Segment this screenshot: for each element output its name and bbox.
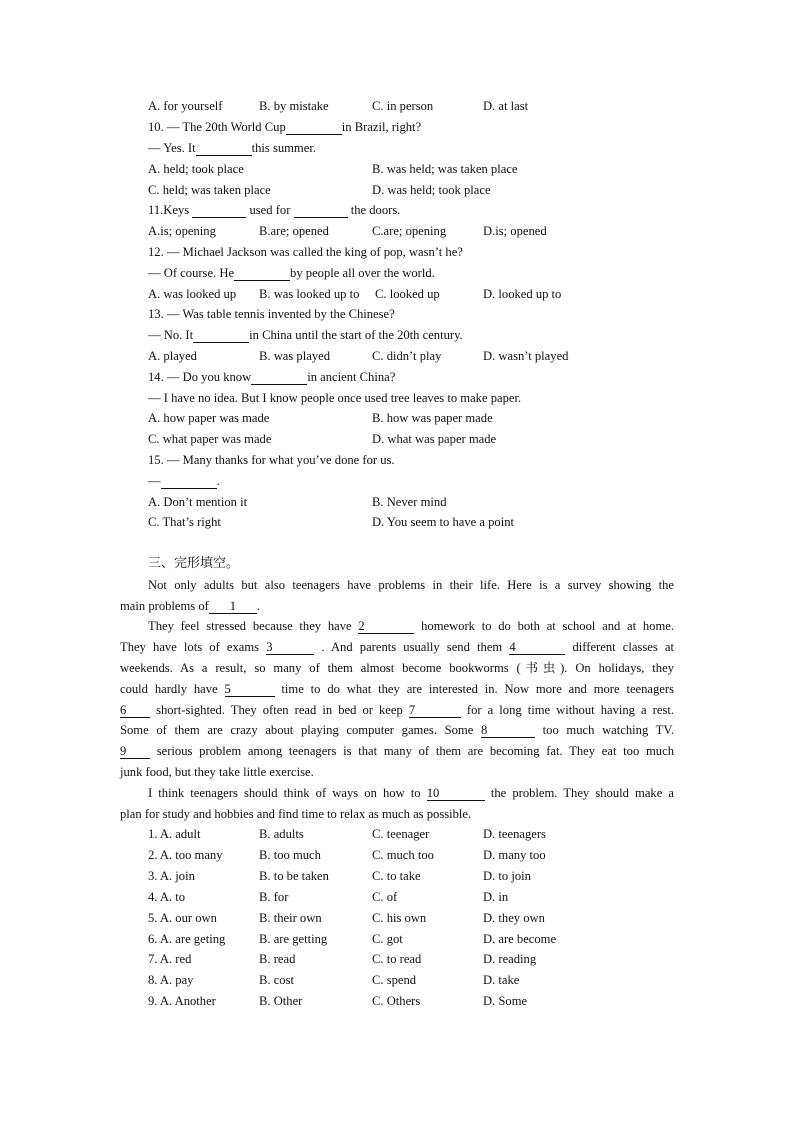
passage-line <box>148 618 674 634</box>
option-c: C. in person <box>372 99 434 113</box>
answer-blank <box>251 371 307 385</box>
option-d: D. looked up to <box>483 287 562 301</box>
option-b: B. for <box>259 890 289 904</box>
stem-text: 15. — Many thanks for what you’ve done for us. <box>148 453 395 467</box>
reply-text: in China until the start of the 20th century. <box>249 328 463 342</box>
option-b: B. was looked up to <box>259 287 360 301</box>
passage-line: weekends. As a result, so many of them almost become bookworms (书虫). On holidays, they <box>120 661 674 675</box>
cloze-blank-1: 1 <box>209 600 257 614</box>
option-b: B. how was paper made <box>372 411 493 425</box>
stem-text: used for <box>249 203 291 217</box>
option-d: D. what was paper made <box>372 432 497 446</box>
cloze-blank-3: 3 <box>266 641 314 655</box>
passage-text: serious problem among teenagers is that many of them are becoming fat. They eat too much <box>156 744 674 758</box>
option-b: B. was held; was taken place <box>372 162 518 176</box>
option-c: C. spend <box>372 973 417 987</box>
option-d: D. Some <box>483 994 528 1008</box>
option-d: D. reading <box>483 952 537 966</box>
passage-text: short-sighted. They often read in bed or keep <box>156 703 403 717</box>
option-c: C. Others <box>372 994 421 1008</box>
option-a: 2. A. too many <box>148 848 223 862</box>
passage-line <box>120 743 674 759</box>
option-c: C.are; opening <box>372 224 447 238</box>
stem-text: in Brazil, right? <box>341 120 422 134</box>
option-d: D. they own <box>483 911 545 925</box>
cloze-blank-7: 7 <box>409 704 461 718</box>
option-d: D. at last <box>483 99 529 113</box>
reply-text: — <box>148 474 161 488</box>
stem-text: 10. — The 20th World Cup <box>148 120 286 134</box>
option-a: 3. A. join <box>148 869 195 883</box>
passage-text: They feel stressed because they have <box>148 619 352 633</box>
option-a: A. played <box>148 349 197 363</box>
option-b: B. by mistake <box>259 99 329 113</box>
passage-text: too much watching TV. <box>542 723 674 737</box>
answer-blank <box>192 204 246 218</box>
option-b: B. Other <box>259 994 303 1008</box>
option-b: B. read <box>259 952 296 966</box>
option-c: C. of <box>372 890 398 904</box>
answer-blank <box>294 204 348 218</box>
passage-text: different classes at <box>572 640 674 654</box>
option-a: A.is; opening <box>148 224 216 238</box>
option-b: B. Never mind <box>372 495 447 509</box>
option-c: C. his own <box>372 911 427 925</box>
passage-text: . <box>256 599 260 613</box>
stem-text: the doors. <box>350 203 401 217</box>
option-a: A. for yourself <box>148 99 223 113</box>
passage-line <box>120 639 674 655</box>
option-c: C. That’s right <box>148 515 221 529</box>
passage-text: Some of them are crazy about playing computer games. Some <box>120 723 474 737</box>
option-c: C. held; was taken place <box>148 183 271 197</box>
passage-line <box>120 722 674 738</box>
option-d: D. teenagers <box>483 827 546 841</box>
option-a: 5. A. our own <box>148 911 217 925</box>
reply-text: this summer. <box>251 141 316 155</box>
option-c: C. didn’t play <box>372 349 442 363</box>
option-a: A. Don’t mention it <box>148 495 248 509</box>
option-d: D. take <box>483 973 520 987</box>
passage-text: for a long time without having a rest. <box>466 703 674 717</box>
passage-line <box>120 681 674 697</box>
reply-text: by people all over the world. <box>290 266 435 280</box>
cloze-blank-2: 2 <box>358 620 414 634</box>
passage-line: Not only adults but also teenagers have problems in their life. Here is a survey showing the <box>148 578 674 592</box>
passage-line <box>148 785 674 801</box>
reply-text: — Yes. It <box>148 141 196 155</box>
stem-text: in ancient China? <box>307 370 396 384</box>
option-b: B.are; opened <box>259 224 329 238</box>
option-a: 6. A. are geting <box>148 932 226 946</box>
option-d: D. was held; took place <box>372 183 491 197</box>
passage-text: junk food, but they take little exercise. <box>120 765 314 779</box>
answer-blank <box>193 329 249 343</box>
option-d: D. in <box>483 890 509 904</box>
option-d: D. are become <box>483 932 557 946</box>
cloze-blank-8: 8 <box>481 724 535 738</box>
option-c: C. looked up <box>375 287 440 301</box>
passage-text: I think teenagers should think of ways on how to <box>148 786 421 800</box>
cloze-blank-5: 5 <box>225 683 275 697</box>
answer-blank <box>196 142 252 156</box>
section3-title: 三、完形填空。 <box>148 556 240 571</box>
option-c: C. got <box>372 932 403 946</box>
option-c: C. what paper was made <box>148 432 272 446</box>
cloze-blank-4: 4 <box>509 641 565 655</box>
passage-text: . And parents usually send them <box>321 640 503 654</box>
option-b: B. cost <box>259 973 294 987</box>
option-d: D. You seem to have a point <box>372 515 515 529</box>
reply-text: — Of course. He <box>148 266 235 280</box>
option-c: C. to read <box>372 952 422 966</box>
stem-text: 12. — Michael Jackson was called the king of pop, wasn’t he? <box>148 245 463 259</box>
cloze-blank-9: 9 <box>120 745 150 759</box>
passage-text: plan for study and hobbies and find time to relax as much as possible. <box>120 807 472 821</box>
passage-text: homework to do both at school and at home. <box>421 619 675 633</box>
passage-text: could hardly have <box>120 682 218 696</box>
passage-text: They have lots of exams <box>120 640 260 654</box>
option-c: C. much too <box>372 848 434 862</box>
answer-blank <box>286 121 342 135</box>
option-a: 4. A. to <box>148 890 186 904</box>
stem-text: 11.Keys <box>148 203 190 217</box>
stem-text: 13. — Was table tennis invented by the Chinese? <box>148 307 395 321</box>
reply-text: — No. It <box>148 328 194 342</box>
option-b: B. their own <box>259 911 322 925</box>
option-a: 1. A. adult <box>148 827 201 841</box>
reply-text: . <box>216 474 220 488</box>
option-d: D.is; opened <box>483 224 547 238</box>
option-d: D. to join <box>483 869 531 883</box>
option-d: D. many too <box>483 848 546 862</box>
option-a: 8. A. pay <box>148 973 194 987</box>
answer-blank <box>234 267 290 281</box>
reply-text: — I have no idea. But I know people once used tree leaves to make paper. <box>148 391 522 405</box>
cloze-blank-10: 10 <box>427 787 485 801</box>
option-c: C. teenager <box>372 827 430 841</box>
option-a: 9. A. Another <box>148 994 216 1008</box>
option-b: B. adults <box>259 827 304 841</box>
option-a: A. held; took place <box>148 162 244 176</box>
passage-line <box>120 702 674 718</box>
passage-text: time to do what they are interested in. Now more and more teenagers <box>281 682 674 696</box>
stem-text: 14. — Do you know <box>148 370 252 384</box>
option-b: B. to be taken <box>259 869 329 883</box>
option-b: B. was played <box>259 349 330 363</box>
answer-blank <box>161 475 217 489</box>
option-a: A. was looked up <box>148 287 237 301</box>
option-d: D. wasn’t played <box>483 349 569 363</box>
passage-text: main problems of <box>120 599 209 613</box>
option-b: B. are getting <box>259 932 328 946</box>
option-c: C. to take <box>372 869 421 883</box>
option-a: A. how paper was made <box>148 411 270 425</box>
option-a: 7. A. red <box>148 952 192 966</box>
passage-text: the problem. They should make a <box>490 786 674 800</box>
cloze-blank-6: 6 <box>120 704 150 718</box>
option-b: B. too much <box>259 848 321 862</box>
